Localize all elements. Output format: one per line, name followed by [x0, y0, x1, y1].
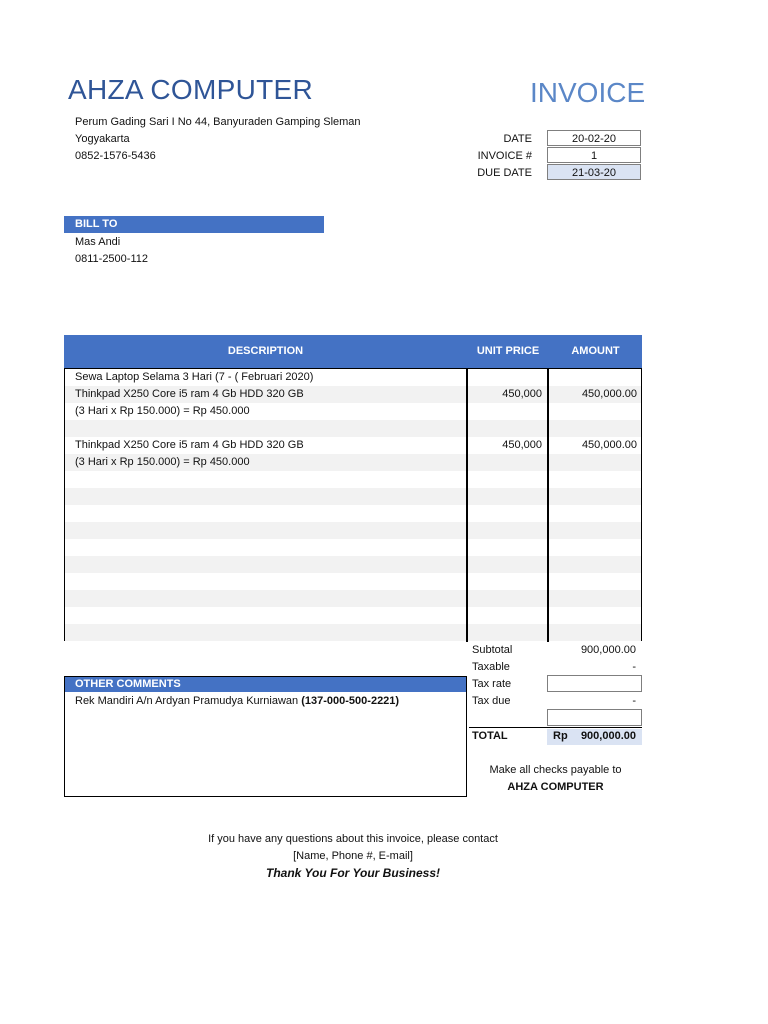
column-divider	[466, 369, 468, 642]
company-phone: 0852-1576-5436	[75, 150, 156, 162]
column-divider	[547, 369, 549, 642]
item-description	[75, 505, 465, 522]
item-amount	[550, 403, 637, 420]
column-unit-price-header: UNIT PRICE	[476, 345, 540, 357]
item-description	[75, 539, 465, 556]
item-amount	[550, 573, 637, 590]
payable-note: Make all checks payable to	[489, 764, 622, 776]
item-unit-price	[469, 573, 542, 590]
item-amount: 450,000.00	[581, 388, 637, 400]
table-row	[65, 386, 641, 403]
bill-to-phone: 0811-2500-112	[75, 253, 148, 265]
item-description	[75, 522, 465, 539]
item-description	[75, 573, 465, 590]
tax-rate-label: Tax rate	[472, 678, 512, 690]
table-row	[65, 522, 641, 539]
table-row	[65, 420, 641, 437]
item-unit-price: 450,000	[502, 388, 542, 400]
column-description-header: DESCRIPTION	[227, 345, 304, 357]
table-row	[65, 590, 641, 607]
total-label: TOTAL	[472, 730, 508, 742]
table-row	[65, 403, 641, 420]
table-row	[65, 607, 641, 624]
due-date-field[interactable]: 21-03-20	[547, 164, 641, 180]
date-label: DATE	[503, 133, 532, 145]
item-amount: 450,000.00	[581, 439, 637, 451]
total-divider	[469, 727, 642, 728]
item-description: Sewa Laptop Selama 3 Hari (7 - ( Februari 2020)	[75, 371, 314, 383]
item-amount	[550, 454, 637, 471]
invoice-number-label: INVOICE #	[477, 150, 532, 162]
table-row	[65, 454, 641, 471]
items-table-header	[64, 335, 642, 368]
table-row	[65, 539, 641, 556]
bill-to-heading: BILL TO	[64, 216, 324, 233]
item-description: (3 Hari x Rp 150.000) = Rp 450.000	[75, 405, 250, 417]
company-name: AHZA COMPUTER	[68, 74, 314, 105]
tax-due-label: Tax due	[472, 695, 511, 707]
item-description	[75, 420, 465, 437]
table-row	[65, 471, 641, 488]
item-description	[75, 624, 465, 641]
thank-you-message: Thank You For Your Business!	[265, 866, 441, 880]
item-unit-price	[469, 522, 542, 539]
item-unit-price	[469, 624, 542, 641]
item-amount	[550, 471, 637, 488]
other-comments-text	[75, 695, 399, 707]
item-unit-price	[469, 539, 542, 556]
bank-account-number: (137-000-500-2221)	[301, 695, 400, 707]
taxable-label: Taxable	[472, 661, 510, 673]
item-description	[75, 488, 465, 505]
bank-account-text: Rek Mandiri A/n Ardyan Pramudya Kurniawan	[75, 695, 302, 707]
other-comments-heading: OTHER COMMENTS	[65, 677, 466, 692]
item-unit-price	[469, 369, 542, 386]
item-amount	[550, 624, 637, 641]
invoice-title: INVOICE	[530, 77, 646, 108]
currency-label: Rp	[553, 730, 568, 742]
footer-contact-placeholder: [Name, Phone #, E-mail]	[293, 850, 413, 862]
item-amount	[550, 522, 637, 539]
item-amount	[550, 420, 637, 437]
item-amount	[550, 488, 637, 505]
item-amount	[550, 556, 637, 573]
column-amount-header: AMOUNT	[571, 345, 620, 357]
tax-due-value: -	[632, 695, 636, 707]
company-address-line2: Yogyakarta	[75, 133, 130, 145]
item-unit-price	[469, 607, 542, 624]
bill-to-name: Mas Andi	[75, 236, 121, 248]
items-table-body	[64, 368, 642, 641]
item-description: Thinkpad X250 Core i5 ram 4 Gb HDD 320 GB	[75, 388, 304, 400]
item-unit-price	[469, 488, 542, 505]
tax-rate-field[interactable]	[547, 675, 642, 692]
item-description	[75, 471, 465, 488]
item-amount	[550, 369, 637, 386]
item-description: (3 Hari x Rp 150.000) = Rp 450.000	[75, 456, 250, 468]
table-row	[65, 505, 641, 522]
item-unit-price	[469, 471, 542, 488]
table-row	[65, 437, 641, 454]
table-row	[65, 573, 641, 590]
item-unit-price	[469, 556, 542, 573]
invoice-number-field[interactable]: 1	[547, 147, 641, 163]
subtotal-value: 900,000.00	[580, 644, 636, 656]
subtotal-label: Subtotal	[472, 644, 513, 656]
item-amount	[550, 590, 637, 607]
item-unit-price	[469, 403, 542, 420]
table-row	[65, 624, 641, 641]
item-unit-price	[469, 454, 542, 471]
due-date-label: DUE DATE	[477, 167, 532, 179]
company-address-line1: Perum Gading Sari I No 44, Banyuraden Gamping Sleman	[75, 116, 361, 128]
item-unit-price	[469, 505, 542, 522]
item-description	[75, 607, 465, 624]
footer-contact-note: If you have any questions about this invoice, please contact	[208, 833, 498, 845]
item-amount	[550, 539, 637, 556]
table-row	[65, 556, 641, 573]
table-row	[65, 488, 641, 505]
other-amount-field[interactable]	[547, 709, 642, 726]
date-field[interactable]: 20-02-20	[547, 130, 641, 146]
item-description	[75, 590, 465, 607]
taxable-value: -	[632, 661, 636, 673]
item-amount	[550, 505, 637, 522]
table-row	[65, 369, 641, 386]
item-unit-price	[469, 420, 542, 437]
total-value: 900,000.00	[580, 730, 636, 742]
item-amount	[550, 607, 637, 624]
payable-company: AHZA COMPUTER	[507, 781, 604, 793]
other-comments-box	[64, 676, 467, 797]
item-unit-price	[469, 590, 542, 607]
item-description	[75, 556, 465, 573]
item-description: Thinkpad X250 Core i5 ram 4 Gb HDD 320 GB	[75, 439, 304, 451]
item-unit-price: 450,000	[502, 439, 542, 451]
